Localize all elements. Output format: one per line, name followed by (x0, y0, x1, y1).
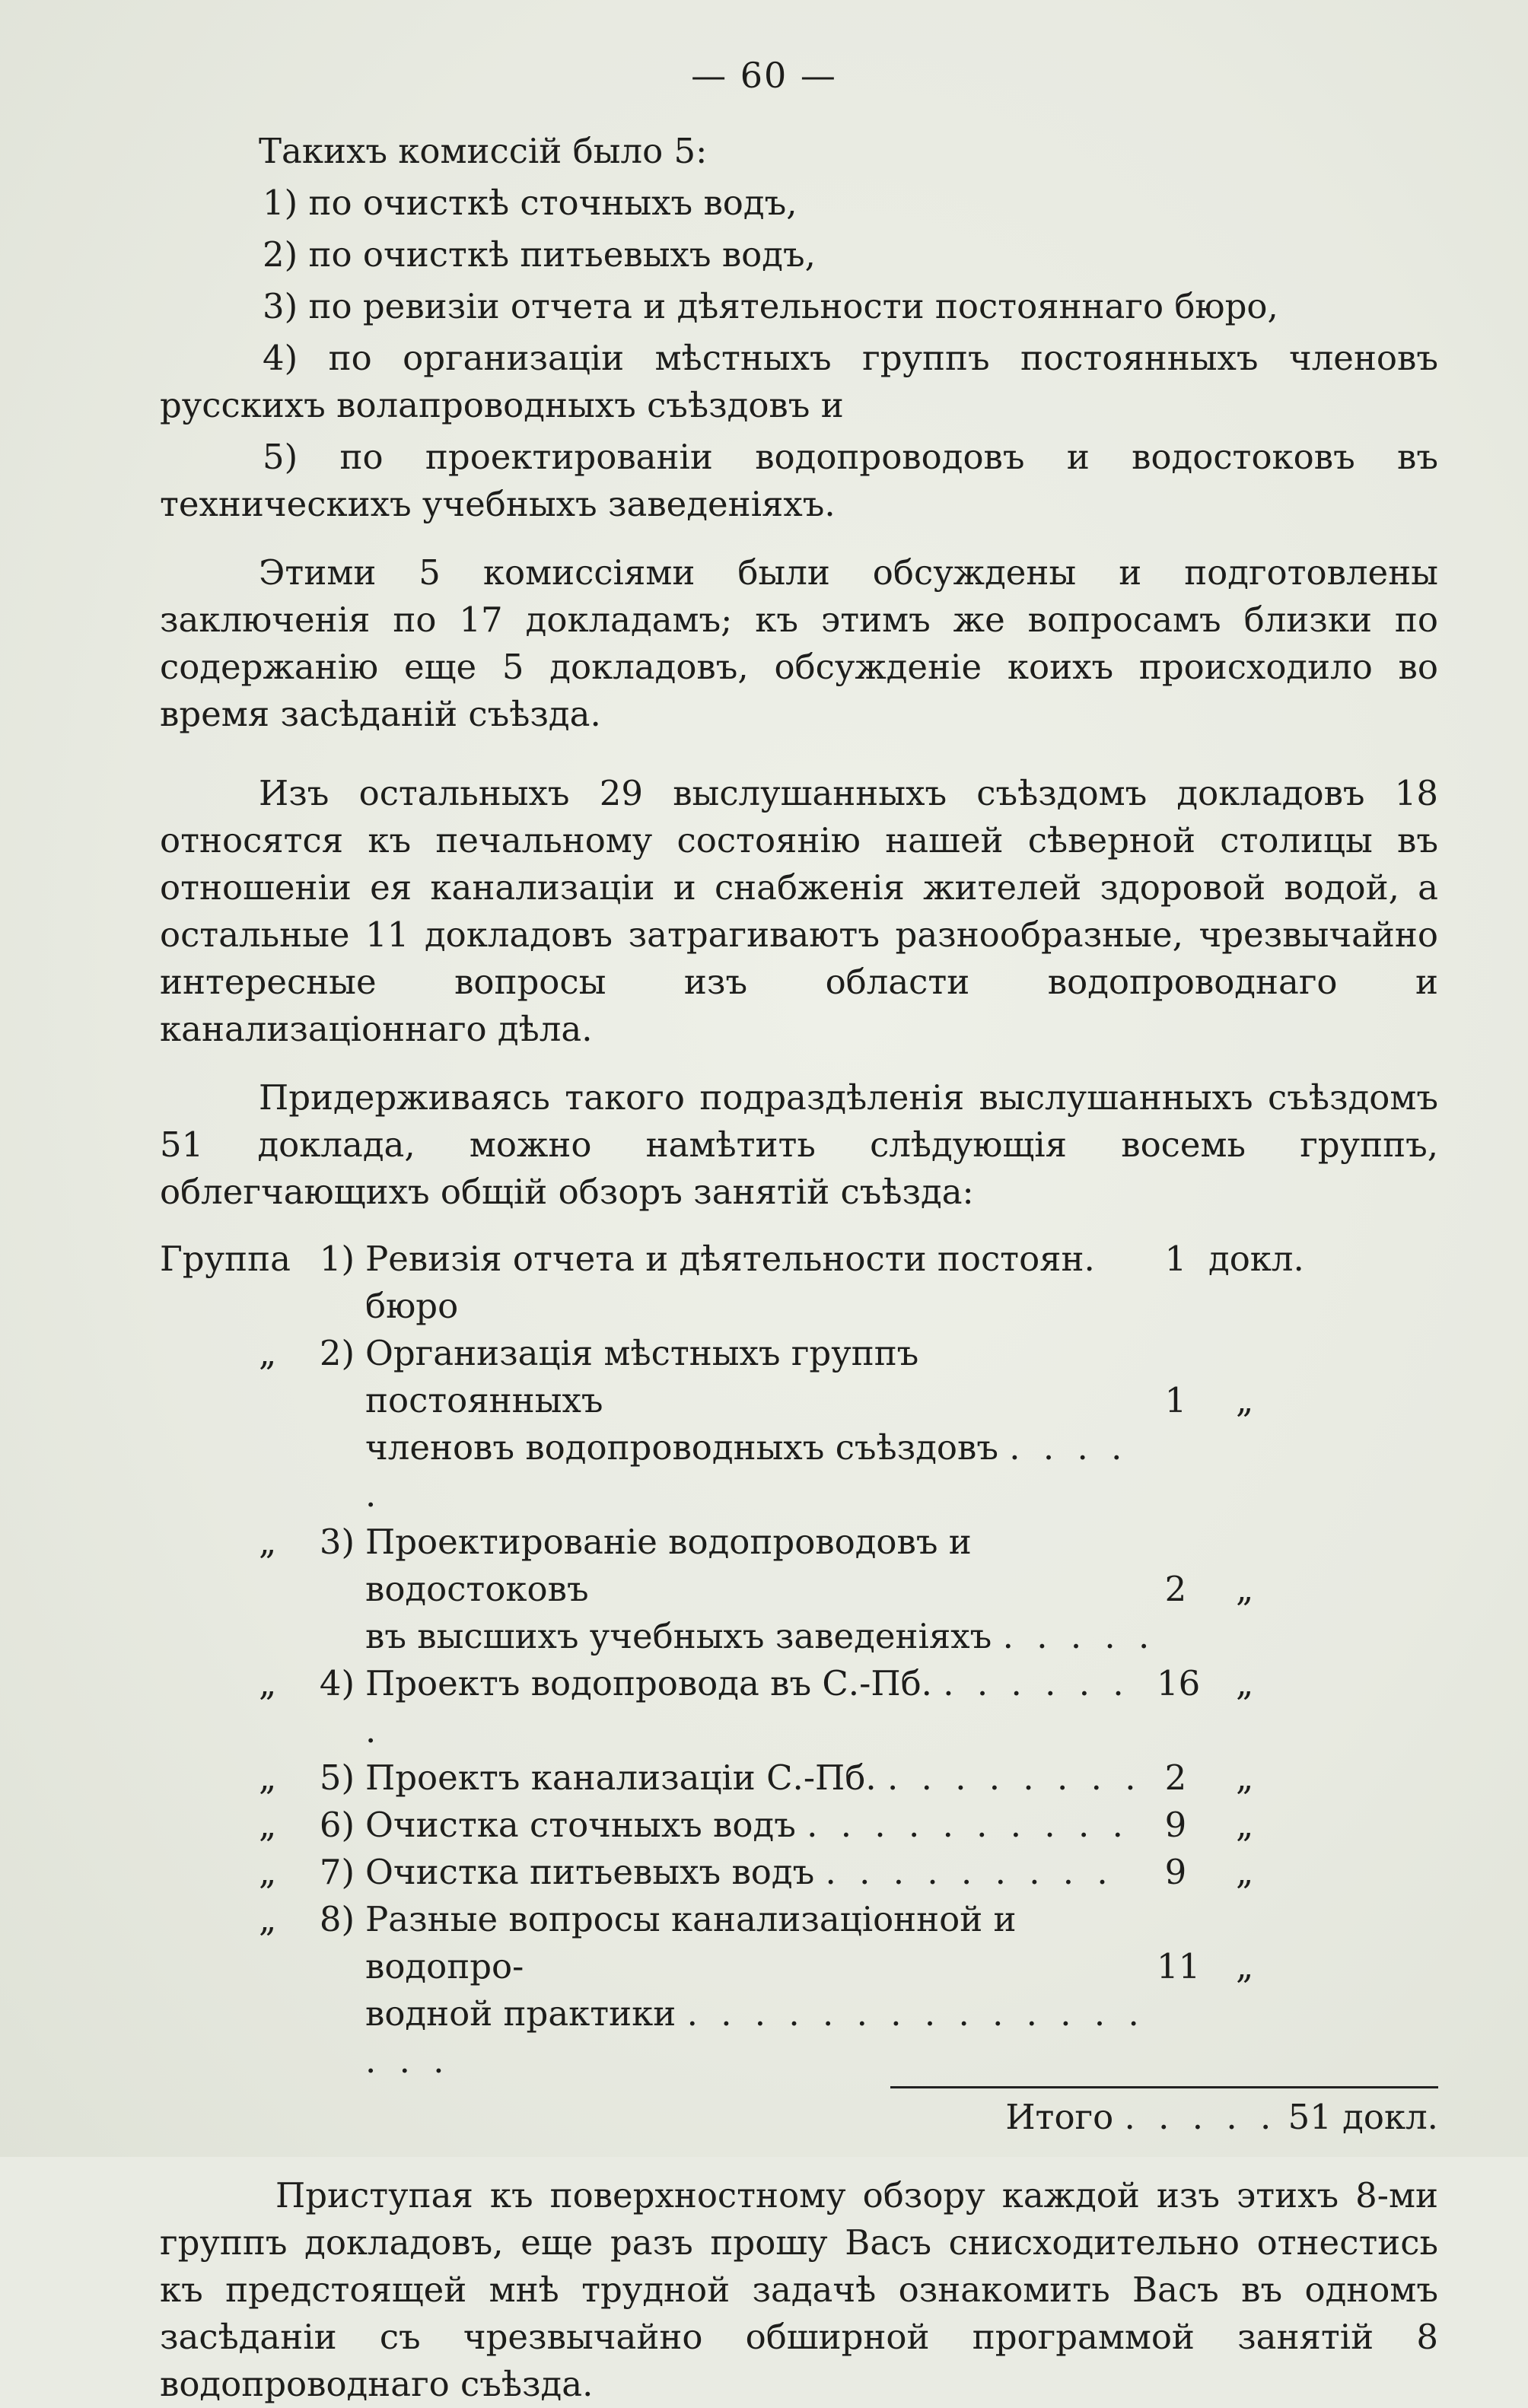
groups-table (160, 1236, 1438, 2142)
ditto-mark: „ (259, 1663, 277, 1703)
commission-item-4: 4) по организаціи мѣстныхъ группъ постоянныхъ членовъ русскихъ волапроводныхъ съѣздовъ и (160, 338, 1438, 425)
commission-item-2: 2) по очисткѣ питьевыхъ водъ, (263, 234, 816, 275)
group-number: 1) (319, 1239, 355, 1279)
group-number: 5) (319, 1757, 355, 1798)
group-count: 9 (1164, 1805, 1187, 1845)
group-title: Проектъ канализаціи С.-Пб. . . . . . . . . (365, 1757, 1142, 1798)
ditto-mark: „ (259, 1757, 277, 1798)
group-number: 6) (319, 1805, 355, 1845)
closing-paragraph: Приступая къ поверхностному обзору каждой изъ этихъ 8-ми группъ докладовъ, еще разъ прошу Васъ снисходительно отнестись къ предстоящей мнѣ трудной задачѣ ознакомить Васъ въ одномъ засѣданіи съ чрезвычайно обширной программой занятій 8 водопроводнаго съѣзда. (160, 2175, 1438, 2404)
group-title: Разные вопросы канализаціонной и водопро- водной практики . . . . . . . . . . . . . . . . . (365, 1899, 1145, 2081)
group-label: Группа (160, 1239, 291, 1279)
group-count: 1 (1164, 1239, 1187, 1279)
group-number: 7) (319, 1852, 355, 1892)
total-row (160, 2093, 1438, 2142)
total-unit: докл. (1342, 2097, 1438, 2137)
group-row-4 (160, 1660, 1438, 1754)
group-count: 16 (1157, 1663, 1201, 1703)
total-dots: . . . . . (1124, 2097, 1278, 2137)
group-number: 4) (319, 1663, 355, 1703)
group-title: Проектированіе водопроводовъ и водостоковъ въ высшихъ учебныхъ заведеніяхъ . . . . . (365, 1522, 1156, 1656)
group-number: 8) (319, 1899, 355, 1939)
ditto-mark: „ (259, 1805, 277, 1845)
ditto-mark: „ (259, 1852, 277, 1892)
group-unit: „ (1236, 1852, 1254, 1892)
total-label: Итого (1005, 2097, 1114, 2137)
group-row-8 (160, 1896, 1438, 2085)
body-text (160, 128, 1438, 2408)
commission-item-1: 1) по очисткѣ сточныхъ водъ, (263, 183, 797, 223)
total-rule (890, 2086, 1438, 2088)
group-unit: „ (1236, 1757, 1254, 1798)
paragraph-remaining-reports: Изъ остальныхъ 29 выслушанныхъ съѣздомъ докладовъ 18 относятся къ печальному состоянію нашей сѣверной столицы въ отношеніи ея канализаціи и снабженія жителей здоровой водой, а остальные 11 докладовъ затрагиваютъ разнообразные, чрезвычайно интересные вопросы изъ области водопроводнаго и канализаціоннаго дѣла. (160, 773, 1438, 1049)
group-row-1 (160, 1236, 1438, 1330)
group-row-7 (160, 1849, 1438, 1896)
group-row-6 (160, 1802, 1438, 1849)
group-title: Очистка питьевыхъ водъ . . . . . . . . . (365, 1852, 1114, 1892)
paragraph-commissions-summary: Этими 5 комиссіями были обсуждены и подготовлены заключенія по 17 докладамъ; къ этимъ же вопросамъ близки по содержанію еще 5 докладовъ, обсужденіе коихъ происходило во время засѣданій съѣзда. (160, 552, 1438, 734)
group-number: 2) (319, 1333, 355, 1373)
group-unit: „ (1236, 1805, 1254, 1845)
group-unit: „ (1236, 1663, 1254, 1703)
group-row-5 (160, 1754, 1438, 1802)
ditto-mark: „ (259, 1522, 277, 1562)
group-count: 9 (1164, 1852, 1187, 1892)
group-count: 11 (1157, 1946, 1201, 1987)
group-title: Ревизія отчета и дѣятельности постоян. бюро (365, 1239, 1095, 1326)
group-unit: „ (1236, 1946, 1254, 1987)
group-count: 2 (1164, 1569, 1187, 1609)
ditto-mark: „ (259, 1899, 277, 1939)
group-title: Очистка сточныхъ водъ . . . . . . . . . . (365, 1805, 1129, 1845)
group-unit: „ (1236, 1569, 1254, 1609)
group-row-3 (160, 1519, 1438, 1660)
group-count: 1 (1164, 1380, 1187, 1420)
paragraph-groups-intro: Придерживаясь такого подраздѣленія выслушанныхъ съѣздомъ 51 доклада, можно намѣтить слѣдующія восемь группъ, облегчающихъ общій обзоръ занятій съѣзда: (160, 1077, 1438, 1212)
group-unit: „ (1236, 1380, 1254, 1420)
group-number: 3) (319, 1522, 355, 1562)
group-title: Организація мѣстныхъ группъ постоянныхъ членовъ водопроводныхъ съѣздовъ . . . . . (365, 1333, 1128, 1515)
intro-line: Такихъ комиссій было 5: (259, 131, 708, 171)
commission-item-3: 3) по ревизіи отчета и дѣятельности постояннаго бюро, (263, 286, 1278, 326)
group-row-2 (160, 1330, 1438, 1519)
total-value: 51 (1288, 2097, 1332, 2137)
commission-item-5: 5) по проектированіи водопроводовъ и водостоковъ въ техническихъ учебныхъ заведеніяхъ. (160, 437, 1438, 524)
ditto-mark: „ (259, 1333, 277, 1373)
group-unit: докл. (1208, 1239, 1304, 1279)
page-number: — 60 — (691, 55, 837, 96)
group-title: Проектъ водопровода въ С.-Пб. . . . . . . . (365, 1663, 1130, 1751)
group-count: 2 (1164, 1757, 1187, 1798)
